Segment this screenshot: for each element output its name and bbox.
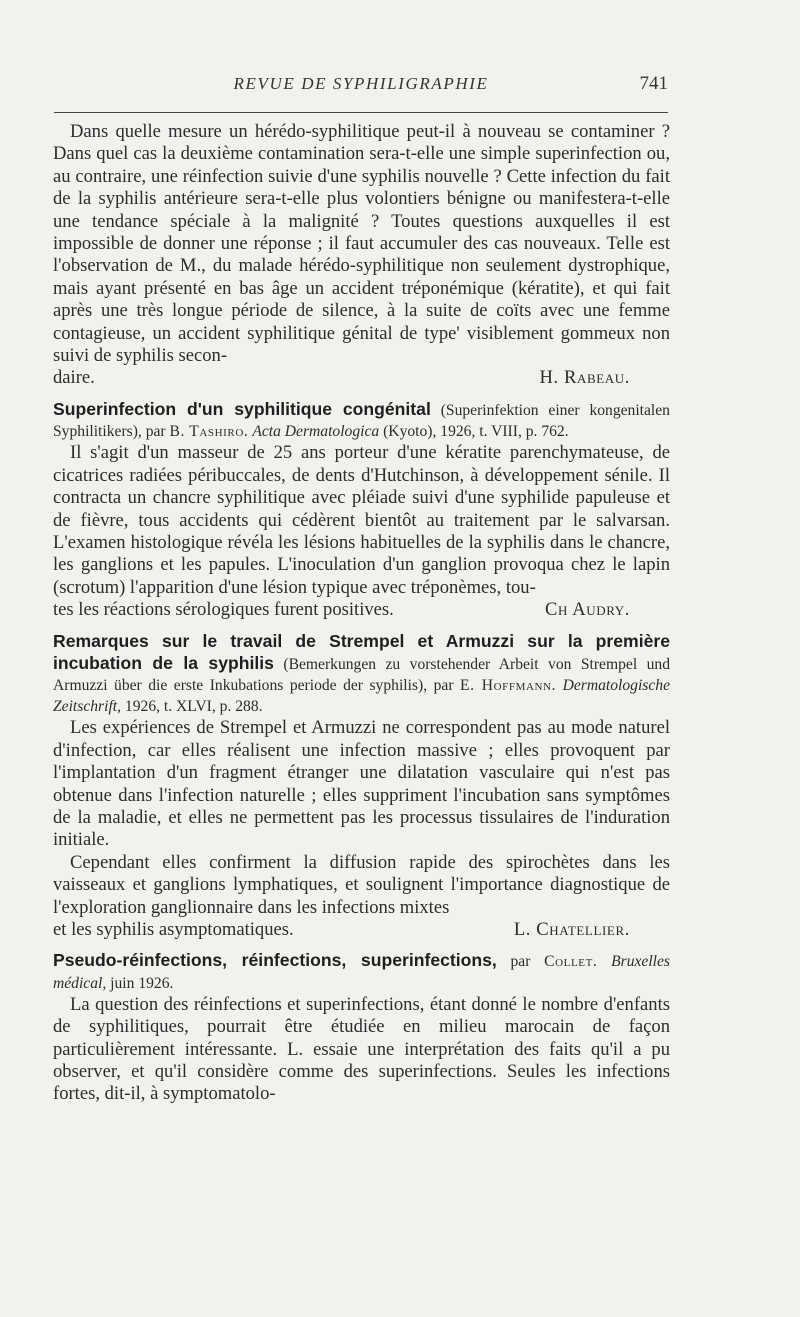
entry-ref-prefix: par <box>510 953 531 971</box>
entry-body: Les expériences de Strempel et Armuzzi ne correspondent pas au mode naturel d'infection, car elles réalisent une infection massive ; elles provoquent par l'implantation d'un fragment étranger une dilatation vasculaire qui n'est pas obtenue dans l'infection naturelle ; elles suppriment l'incubation sans symptômes de la maladie, et elles ne permettent pas les processus tissulaires de l'induration initiale. <box>53 717 670 851</box>
entry-title: Pseudo-réinfections, réinfections, superinfections, <box>53 950 497 971</box>
entry-heading <box>53 399 670 442</box>
running-header <box>52 74 670 104</box>
entry-author: Collet. <box>544 953 598 971</box>
entry-author: E. Hoffmann. <box>460 676 557 694</box>
review-entry-collet <box>53 950 670 1105</box>
entry-closing-line <box>53 919 670 941</box>
running-title: REVUE DE SYPHILIGRAPHIE <box>233 74 489 93</box>
entry-title: Superinfection d'un syphilitique congénital <box>53 398 431 419</box>
entry-journal: Acta Dermatologica <box>252 423 380 441</box>
header-rule <box>54 112 668 113</box>
entry-original-title: (Bemerkungen zu vorstehender Arbeit von Strempel und Armuzzi über die erste Inkubations periode der syphilis), par <box>53 655 670 694</box>
intro-paragraph: Dans quelle mesure un hérédo-syphilitique peut-il à nouveau se contaminer ? Dans quel cas la deuxième contamination sera-t-elle une simple superinfection ou, au contraire, une réinfection suivie d'une syphilis nouvelle ? Cette infection du fait de la syphilis antérieure sera-t-elle plus volontiers bénigne ou manifestera-t-elle une tendance spéciale à la malignité ? Toutes questions auxquelles il est impossible de donner une réponse ; il faut accumuler des cas nouveaux. Telle est l'observation de M., du malade hérédo-syphilitique non seulement dystrophique, mais ayant présenté en bas âge un accident tréponémique (kératite), et qui fait après une très longue période de silence, à la suite de coïts avec une femme contagieuse, un accident syphilitique génital de type' visiblement gommeux non suivi de syphilis secon- <box>53 121 670 367</box>
entry-author: B. Tashiro. <box>169 423 249 441</box>
entry-ref-details: 1926, t. XLVI, p. 288. <box>124 698 263 716</box>
intro-review <box>53 121 670 390</box>
entry-last-line: tes les réactions sérologiques furent positives. <box>53 599 394 621</box>
review-entry-hoffmann <box>53 631 670 942</box>
entry-closing-line <box>53 599 670 621</box>
entry-signature: Ch Audry. <box>544 599 630 621</box>
entry-body-2: Cependant elles confirment la diffusion rapide des spirochètes dans les vaisseaux et ganglions lymphatiques, et soulignent l'importance diagnostique de l'exploration ganglionnaire dans les infections mixtes <box>53 851 670 918</box>
entry-body: La question des réinfections et superinfections, étant donné le nombre d'enfants de syphilitiques, pourrait être étudiée en milieu marocain de façon particulièrement intéressante. L. essaie une interprétation des faits qu'il a pu observer, et qu'il considère comme des superinfections. Seules les infections fortes, dit-il, à symptomatolo- <box>53 993 670 1105</box>
intro-last-line: daire. <box>53 367 95 389</box>
entry-title: Remarques sur le travail de Strempel et Armuzzi sur la première incubation de la syphilis <box>53 630 670 673</box>
entry-journal: Dermatologische Zeitschrift, <box>53 676 670 716</box>
page-number: 741 <box>639 73 668 94</box>
review-entry-tashiro <box>53 399 670 622</box>
article-body <box>53 121 670 1106</box>
entry-last-line: et les syphilis asymptomatiques. <box>53 919 294 940</box>
entry-body: Il s'agit d'un masseur de 25 ans porteur d'une kératite parenchymateuse, de cicatrices radiées péribuccales, de dents d'Hutchinson, à développement sénile. Il contracta un chancre syphilitique avec pléiade suivi d'une syphilide papuleuse et de fièvre, tous accidents qui cédèrent bientôt au traitement par le salvarsan. L'examen histologique révéla les lésions habituelles de la syphilis dans le chancre, les ganglions et les papules. L'inoculation d'un ganglion provoqua chez le lapin (scrotum) l'apparition d'une lésion typique avec tréponèmes, tou- <box>53 442 670 598</box>
entry-heading <box>53 631 670 718</box>
entry-signature: L. Chatellier. <box>513 919 630 940</box>
intro-signature: H. Rabeau. <box>539 367 630 389</box>
entry-journal: Bruxelles médical, <box>53 953 670 992</box>
entry-original-title: (Superinfektion einer kongenitalen Syphilitikers), par <box>53 401 670 441</box>
entry-heading <box>53 950 670 993</box>
intro-closing-line <box>53 367 670 389</box>
entry-ref-details: juin 1926. <box>110 974 174 992</box>
entry-ref-details: (Kyoto), 1926, t. VIII, p. 762. <box>383 423 569 441</box>
